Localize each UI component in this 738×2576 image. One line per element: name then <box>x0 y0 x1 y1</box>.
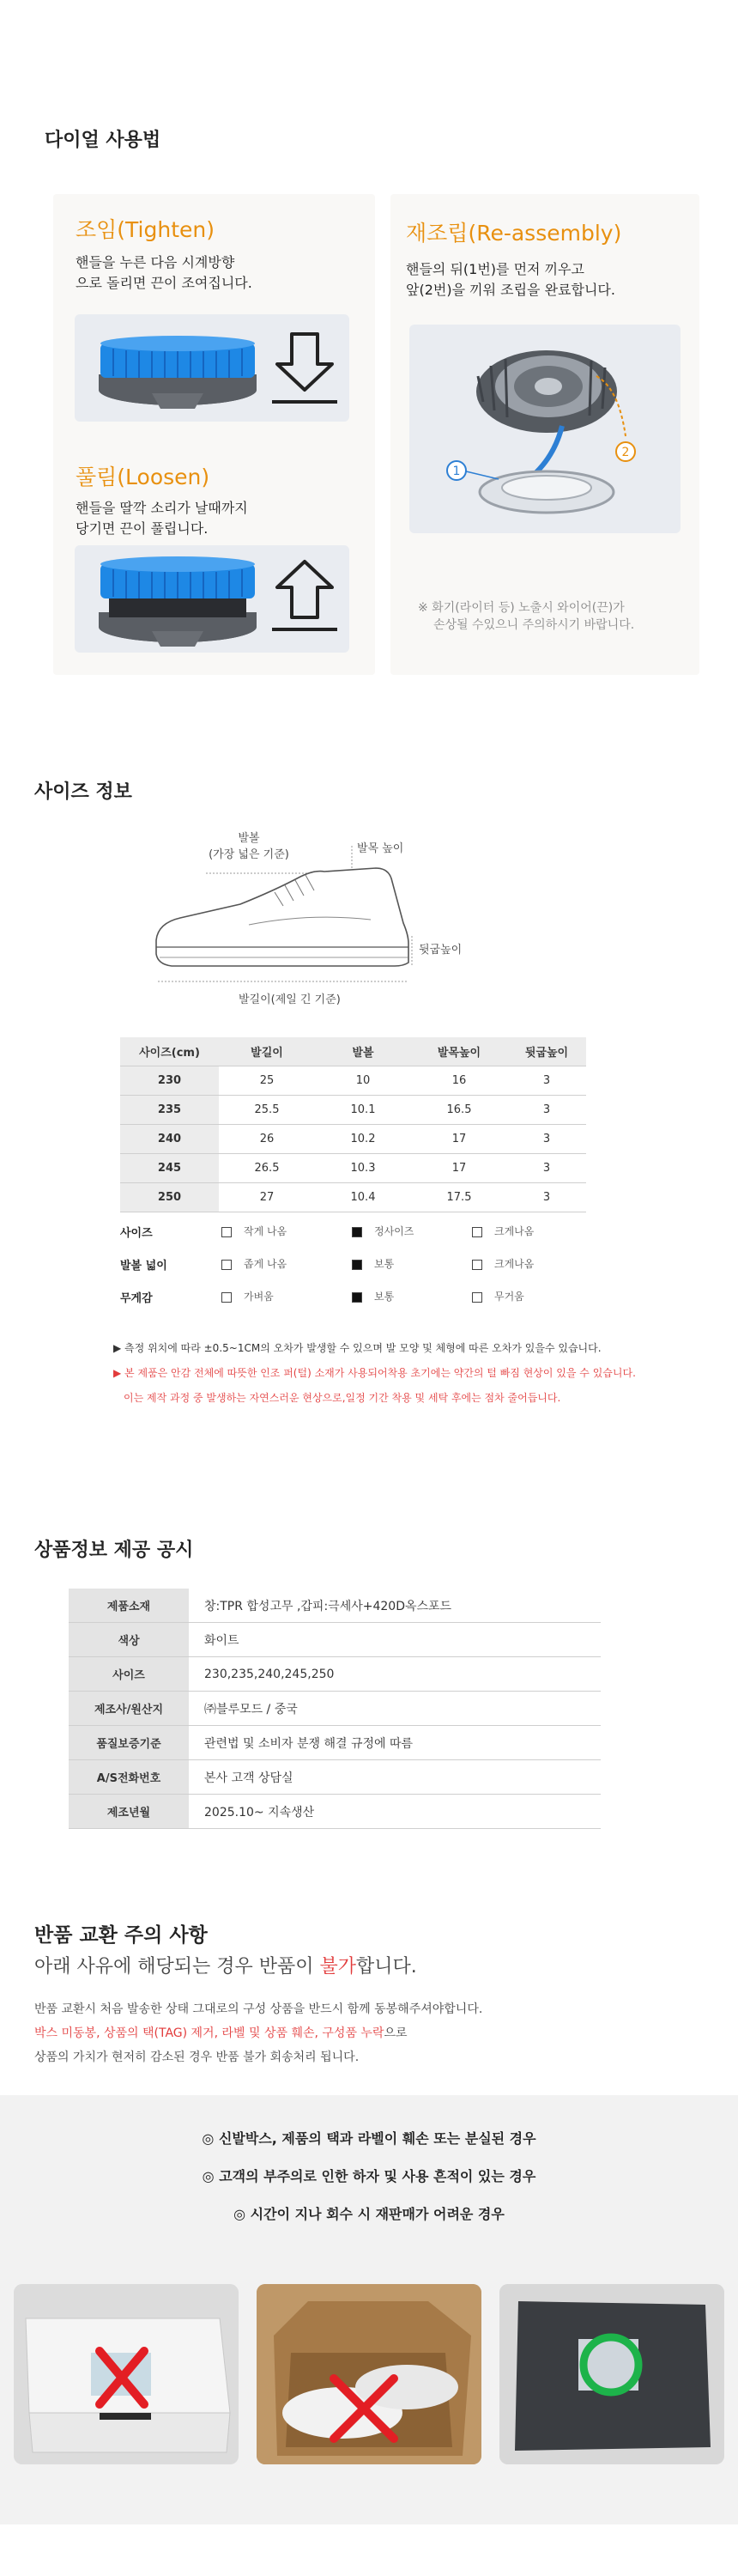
info-key: 제조사/원산지 <box>69 1692 189 1726</box>
info-value: 2025.10~ 지속생산 <box>189 1795 601 1829</box>
table-row <box>69 1657 601 1692</box>
table-row <box>69 1692 601 1726</box>
shoe-icon <box>146 829 472 1018</box>
info-value: 본사 고객 상담실 <box>189 1760 601 1795</box>
checkbox-checked-icon <box>352 1260 362 1270</box>
table-row <box>120 1183 586 1212</box>
fit-option-label: 작게 나옴 <box>244 1225 287 1237</box>
product-info-table <box>69 1589 601 1829</box>
size-cell: 25.5 <box>219 1096 315 1125</box>
dial-assembly-icon <box>409 325 681 533</box>
returns-desc <box>34 1997 704 2069</box>
table-row <box>69 1726 601 1760</box>
info-key: 제조년월 <box>69 1795 189 1829</box>
size-header-cell: 뒷굽높이 <box>507 1037 586 1066</box>
checkbox-icon <box>472 1260 482 1270</box>
fit-row-weight <box>120 1289 635 1318</box>
size-cell: 230 <box>120 1066 219 1096</box>
table-row <box>69 1760 601 1795</box>
size-cell: 10.1 <box>315 1096 411 1125</box>
return-reason-2: ◎ 고객의 부주의로 인한 하자 및 사용 흔적이 있는 경우 <box>202 2168 536 2184</box>
size-table <box>120 1037 586 1212</box>
example-photo-shoes <box>257 2284 481 2464</box>
product-info-table-wrap <box>69 1589 601 1829</box>
return-reason-3: ◎ 시간이 지나 회수 시 재판매가 어려운 경우 <box>233 2206 505 2222</box>
table-row <box>69 1589 601 1623</box>
fit-option-label: 보통 <box>374 1258 395 1270</box>
size-cell: 3 <box>507 1096 586 1125</box>
fit-option-selected <box>352 1256 394 1271</box>
size-note-2: ▶ 본 제품은 안감 전체에 따뜻한 인조 퍼(털) 소재가 사용되어착용 초기에는 약간의 털 빠짐 현상이 있을 수 있습니다. <box>113 1367 636 1379</box>
size-notes <box>113 1336 714 1411</box>
fit-option-label: 보통 <box>374 1291 395 1303</box>
fit-row-size <box>120 1224 635 1253</box>
size-cell: 3 <box>507 1125 586 1154</box>
loosen-illustration <box>75 545 349 653</box>
table-row <box>120 1125 586 1154</box>
table-row <box>120 1154 586 1183</box>
size-cell: 25 <box>219 1066 315 1096</box>
returns-desc-post: 으로 <box>384 2026 408 2040</box>
returns-desc-line3: 상품의 가치가 현저히 감소된 경우 반품 불가 회송처리 됩니다. <box>34 2050 360 2064</box>
fit-option-label: 크게나옴 <box>494 1258 535 1270</box>
fit-option <box>472 1256 534 1271</box>
loosen-desc <box>76 498 248 539</box>
example-photo-box <box>14 2284 239 2464</box>
tighten-desc-line2: 으로 돌리면 끈이 조여집니다. <box>76 275 252 291</box>
size-cell: 26 <box>219 1125 315 1154</box>
checkbox-icon <box>472 1227 482 1237</box>
foot-length-label: 발길이(제일 긴 기준) <box>239 993 341 1006</box>
size-cell: 17 <box>411 1125 507 1154</box>
fit-guide <box>120 1224 635 1318</box>
shoe-diagram <box>146 829 472 1018</box>
info-value: 관련법 및 소비자 분쟁 해결 규정에 따름 <box>189 1726 601 1760</box>
returns-subtitle <box>34 1952 417 1978</box>
arrow-up-icon <box>270 557 339 635</box>
info-key: A/S전화번호 <box>69 1760 189 1795</box>
table-row <box>120 1096 586 1125</box>
returns-subtitle-pre: 아래 사유에 해당되는 경우 반품이 <box>34 1956 320 1978</box>
size-cell: 10.3 <box>315 1154 411 1183</box>
info-value: ㈜블루모드 / 중국 <box>189 1692 601 1726</box>
size-section-title: 사이즈 정보 <box>34 781 132 803</box>
checkbox-icon <box>221 1292 232 1303</box>
tighten-desc <box>76 252 252 294</box>
size-cell: 10.4 <box>315 1183 411 1212</box>
size-table-wrap <box>120 1037 586 1212</box>
returns-desc-line1: 반품 교환시 처음 발송한 상태 그대로의 구성 상품을 반드시 함께 동봉해주셔야합니다. <box>34 2002 483 2016</box>
fit-option-label: 무거움 <box>494 1291 524 1303</box>
size-note-3: 이는 제작 과정 중 발생하는 자연스러운 현상으로,일정 기간 착용 및 세탁 후에는 점차 줄어듭니다. <box>124 1392 561 1404</box>
size-table-header <box>120 1037 586 1066</box>
size-cell: 17 <box>411 1154 507 1183</box>
size-cell: 250 <box>120 1183 219 1212</box>
tighten-illustration <box>75 314 349 422</box>
size-note-1: ▶ 측정 위치에 따라 ±0.5~1CM의 오차가 발생할 수 있으며 발 모양 및 체형에 따른 오차가 있을수 있습니다. <box>113 1342 602 1354</box>
heel-height-label: 뒷굽높이 <box>419 944 463 957</box>
checkbox-checked-icon <box>352 1292 362 1303</box>
tighten-desc-line1: 핸들을 누른 다음 시계방향 <box>76 254 235 270</box>
size-header-cell: 발목높이 <box>411 1037 507 1066</box>
fit-option-selected <box>352 1289 394 1303</box>
fire-warning-line2: 손상될 수있으니 주의하시기 바랍니다. <box>433 618 635 632</box>
fit-option <box>221 1256 287 1271</box>
size-cell: 17.5 <box>411 1183 507 1212</box>
returns-subtitle-red: 불가 <box>319 1956 357 1978</box>
size-header-cell: 발길이 <box>219 1037 315 1066</box>
size-cell: 26.5 <box>219 1154 315 1183</box>
fire-warning-line1: ※ 화기(라이터 등) 노출시 와이어(끈)가 <box>418 601 625 615</box>
returns-subtitle-post: 합니다. <box>356 1956 417 1978</box>
fit-row-width <box>120 1256 635 1285</box>
loosen-title: 풀림(Loosen) <box>76 465 210 489</box>
fit-option-label: 좁게 나옴 <box>244 1258 287 1270</box>
size-cell: 10 <box>315 1066 411 1096</box>
size-cell: 3 <box>507 1066 586 1096</box>
size-cell: 3 <box>507 1154 586 1183</box>
loosen-desc-line1: 핸들을 딸깍 소리가 날때까지 <box>76 500 248 516</box>
example-photo-package <box>499 2284 724 2464</box>
info-key: 색상 <box>69 1623 189 1657</box>
table-row <box>69 1795 601 1829</box>
marker-1: 1 <box>452 465 461 478</box>
checkbox-checked-icon <box>352 1227 362 1237</box>
size-cell: 27 <box>219 1183 315 1212</box>
fit-option-selected <box>352 1224 414 1238</box>
fit-label: 무게감 <box>120 1292 153 1305</box>
arrow-down-icon <box>270 330 339 407</box>
dial-right-panel <box>390 194 699 675</box>
dial-section-title: 다이얼 사용법 <box>45 130 161 151</box>
info-value: 230,235,240,245,250 <box>189 1657 601 1692</box>
package-icon <box>499 2284 724 2464</box>
ball-label <box>197 829 300 861</box>
fit-option-label: 가벼움 <box>244 1291 274 1303</box>
returns-examples-panel <box>0 2095 738 2524</box>
checkbox-icon <box>472 1292 482 1303</box>
fit-option <box>221 1224 287 1238</box>
returns-title: 반품 교환 주의 사항 <box>34 1924 208 1947</box>
fit-option-label: 정사이즈 <box>374 1225 414 1237</box>
returns-desc-red: 박스 미동봉, 상품의 택(TAG) 제거, 라벨 및 상품 훼손, 구성품 누락 <box>34 2026 384 2040</box>
size-header-cell: 발볼 <box>315 1037 411 1066</box>
fit-label: 발볼 넓이 <box>120 1260 167 1273</box>
checkbox-icon <box>221 1260 232 1270</box>
tighten-title: 조임(Tighten) <box>76 217 215 242</box>
reassembly-illustration <box>409 325 681 533</box>
info-value: 화이트 <box>189 1623 601 1657</box>
fit-option <box>221 1289 274 1303</box>
info-key: 사이즈 <box>69 1657 189 1692</box>
loosen-desc-line2: 당기면 끈이 풀립니다. <box>76 520 209 537</box>
fit-option <box>472 1289 524 1303</box>
fit-label: 사이즈 <box>120 1227 153 1240</box>
size-cell: 16.5 <box>411 1096 507 1125</box>
size-header-cell: 사이즈(cm) <box>120 1037 219 1066</box>
shoes-in-box-icon <box>257 2284 481 2464</box>
ankle-height-label: 발목 높이 <box>357 842 404 855</box>
reassembly-title: 재조립(Re-assembly) <box>406 221 622 246</box>
fit-option-label: 크게나옴 <box>494 1225 535 1237</box>
shoebox-icon <box>14 2284 239 2464</box>
marker-2: 2 <box>621 446 630 459</box>
ball-label-1: 발볼 <box>238 832 260 845</box>
info-key: 제품소재 <box>69 1589 189 1623</box>
size-cell: 16 <box>411 1066 507 1096</box>
checkbox-icon <box>221 1227 232 1237</box>
reassembly-desc-line2: 앞(2번)을 끼워 조립을 완료합니다. <box>406 282 615 298</box>
reassembly-desc-line1: 핸들의 뒤(1번)를 먼저 끼우고 <box>406 261 584 277</box>
return-reason-1: ◎ 신발박스, 제품의 택과 라벨이 훼손 또는 분실된 경우 <box>202 2130 536 2147</box>
size-cell: 245 <box>120 1154 219 1183</box>
info-value: 창:TPR 합성고무 ,갑피:극세사+420D옥스포드 <box>189 1589 601 1623</box>
ball-label-2: (가장 넓은 기준) <box>209 848 289 861</box>
product-notice-title: 상품정보 제공 공시 <box>34 1540 194 1561</box>
size-cell: 10.2 <box>315 1125 411 1154</box>
size-cell: 235 <box>120 1096 219 1125</box>
size-cell: 3 <box>507 1183 586 1212</box>
table-row <box>69 1623 601 1657</box>
dial-left-panel <box>53 194 375 675</box>
fit-option <box>472 1224 534 1238</box>
reassembly-desc <box>406 259 615 301</box>
size-cell: 240 <box>120 1125 219 1154</box>
table-row <box>120 1066 586 1096</box>
info-key: 품질보증기준 <box>69 1726 189 1760</box>
